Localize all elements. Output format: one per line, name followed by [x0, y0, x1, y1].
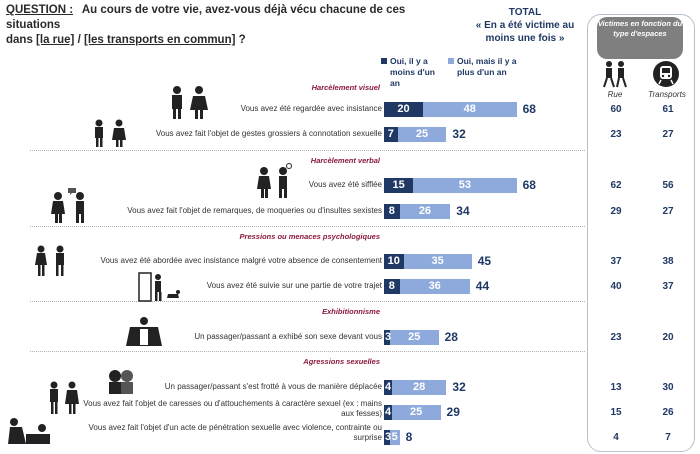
train-icon	[652, 60, 680, 88]
legend-label-recent: Oui, il y a moins d'un an	[390, 56, 435, 88]
bar-recent-value: 3	[384, 431, 392, 443]
row-label: Vous avez fait l'objet de gestes grossiers à connotation sexuelle	[155, 129, 382, 138]
assault-icon	[4, 416, 54, 450]
legend-swatch-older	[448, 58, 454, 64]
question-place-transports: [les transports en commun]	[83, 34, 236, 46]
bar-recent-value: 7	[387, 128, 394, 140]
bar-older-value: 25	[408, 331, 421, 343]
divider	[30, 301, 585, 302]
rue-value: 37	[610, 256, 622, 267]
bar-older-value: 25	[410, 406, 423, 418]
legend-item-older	[448, 56, 528, 78]
transports-value: 37	[662, 281, 674, 292]
total-title: TOTAL	[508, 7, 542, 18]
divider	[30, 150, 585, 151]
question-line1: Au cours de votre vie, avez-vous déjà vécu chacune de ces situations	[6, 4, 406, 31]
col-rue-label: Rue	[607, 90, 623, 99]
rue-value: 62	[610, 180, 622, 191]
total-value: 44	[475, 279, 490, 293]
bar-older-value: 48	[463, 103, 476, 115]
bar-older-value: 53	[458, 179, 472, 191]
pedestrians-icon	[600, 60, 630, 88]
total-value: 32	[452, 380, 466, 394]
divider	[30, 226, 585, 227]
row-label: Vous avez fait l'objet de remarques, de moqueries ou d'insultes sexistes	[127, 206, 382, 215]
transports-value: 38	[662, 256, 674, 267]
rue-value: 40	[610, 281, 622, 292]
legend-label-older: Oui, mais il y a plus d'un an	[457, 56, 517, 77]
panel-title-text: Victimes en fonction du type d'espaces	[597, 19, 683, 38]
bar-recent-value: 20	[397, 103, 410, 115]
question-sep: /	[74, 34, 84, 46]
bar-older-value: 25	[415, 128, 429, 140]
rue-value: 15	[610, 407, 622, 418]
legend-item-recent	[381, 56, 439, 89]
bar-older-value: 28	[412, 381, 426, 393]
divider	[30, 351, 585, 352]
bar-recent-value: 8	[388, 280, 395, 292]
total-value: 28	[444, 330, 458, 344]
legend-swatch-recent	[381, 58, 387, 64]
transports-value: 26	[662, 407, 674, 418]
row-label: Vous avez été sifflée	[308, 180, 382, 189]
transports-value: 27	[662, 206, 674, 217]
bar-older-value: 5	[391, 431, 398, 443]
rue-value: 4	[613, 432, 619, 443]
transports-value: 30	[662, 382, 674, 393]
bar-recent-value: 10	[387, 255, 400, 267]
total-value: 45	[477, 254, 492, 268]
bar-older-value: 36	[428, 280, 441, 292]
staring-people-icon	[165, 84, 215, 120]
row-label: Vous avez fait l'objet de caresses ou d'attouchements à caractère sexuel (ex : mains aux fesses)	[83, 399, 382, 418]
transports-value: 61	[662, 104, 674, 115]
total-value: 68	[522, 102, 536, 116]
transports-value: 7	[665, 432, 671, 443]
rue-value: 13	[610, 382, 622, 393]
category-exhibitionnisme: Exhibitionnisme	[322, 307, 380, 316]
rue-value: 60	[610, 104, 622, 115]
bar-older-value: 35	[431, 255, 444, 267]
total-header	[470, 6, 580, 45]
category-verbal: Harcèlement verbal	[310, 156, 380, 165]
insult-people-icon	[48, 186, 92, 224]
category-agressions: Agressions sexuelles	[303, 357, 380, 366]
bar-older-value: 26	[418, 205, 432, 217]
transports-value: 20	[662, 332, 674, 343]
total-value: 68	[522, 178, 536, 192]
question-line2-pre: dans	[6, 34, 37, 46]
rue-value: 23	[610, 332, 622, 343]
rue-value: 29	[610, 206, 622, 217]
row-label: Un passager/passant s'est frotté à vous de manière déplacée	[164, 382, 382, 391]
total-value: 29	[446, 405, 460, 419]
question	[6, 3, 426, 48]
total-value: 8	[405, 430, 413, 444]
row-label: Vous avez été suivie sur une partie de votre trajet	[206, 281, 382, 290]
category-pressions: Pressions ou menaces psychologiques	[239, 232, 380, 241]
transports-value: 56	[662, 180, 674, 191]
question-place-rue: [la rue]	[36, 34, 75, 46]
bar-recent-value: 8	[388, 205, 395, 217]
rue-value: 23	[610, 129, 622, 140]
total-value: 32	[452, 127, 466, 141]
total-subtitle: « En a été victime au moins une fois »	[475, 20, 575, 44]
col-transports-label: Transports	[648, 90, 686, 99]
row-label: Vous avez été abordée avec insistance malgré votre absence de consentement	[100, 256, 382, 265]
total-value: 34	[456, 204, 470, 218]
row-label: Vous avez fait l'objet d'un acte de pénétration sexuelle avec violence, contrainte ou surprise	[88, 423, 382, 442]
category-visuel: Harcèlement visuel	[311, 83, 380, 92]
row-label: Vous avez été regardée avec insistance	[240, 104, 382, 113]
question-label: QUESTION :	[6, 4, 74, 16]
transports-value: 27	[662, 129, 674, 140]
bar-recent-value: 4	[384, 406, 392, 418]
bar-recent-value: 15	[392, 179, 405, 191]
bar-recent-value: 4	[384, 381, 392, 393]
row-label: Un passager/passant a exhibé son sexe devant vous	[194, 332, 382, 341]
question-line2-post: ?	[235, 34, 246, 46]
bar-recent-value: 3	[384, 331, 392, 343]
panel-title	[597, 17, 683, 59]
